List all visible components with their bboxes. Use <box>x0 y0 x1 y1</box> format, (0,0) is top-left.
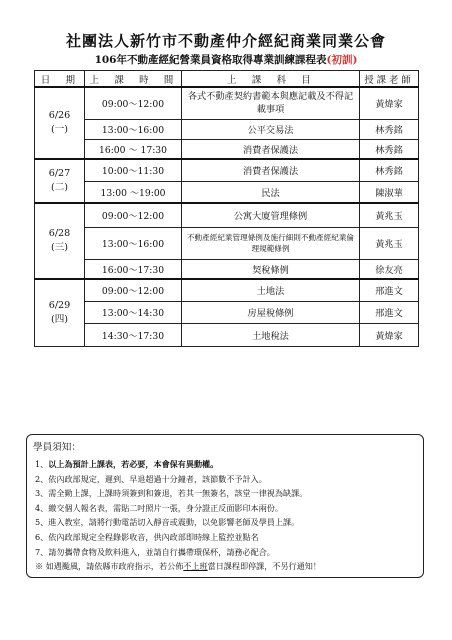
subtitle-tag: (初訓) <box>326 54 358 66</box>
weekday: (一) <box>50 124 69 135</box>
note-number: 1、 <box>35 459 49 469</box>
footnote-underlined: 不上班 <box>183 561 208 572</box>
teacher-cell: 黃兆玉 <box>360 203 419 227</box>
subject-cell: 不動產經紀業管理條例及施行細則不動產經紀業倫理規範條例 <box>182 227 360 259</box>
note-text: 依內政部規定，遲到、早退超過十分鐘者，該節數不予計入。 <box>48 473 267 484</box>
header-teacher: 授課老師 <box>360 71 419 88</box>
time-cell: 09:00～12:00 <box>85 279 182 301</box>
note-item <box>35 530 419 545</box>
weekday: (四) <box>50 313 69 325</box>
note-number: 6、 <box>35 531 49 542</box>
subject-cell: 民法 <box>182 181 360 203</box>
note-item <box>35 501 419 516</box>
table-row <box>35 323 419 346</box>
table-row <box>35 119 419 139</box>
date-cell <box>35 203 85 279</box>
subject-cell: 房屋稅條例 <box>182 301 360 323</box>
teacher-cell: 林秀銘 <box>360 159 419 181</box>
time-cell: 09:00～12:00 <box>85 87 182 119</box>
notes-list <box>35 457 419 574</box>
time-cell: 16:00 ～ 17:30 <box>85 139 182 159</box>
subject-cell: 契稅條例 <box>182 259 360 279</box>
table-row <box>35 279 419 301</box>
subject-cell: 公平交易法 <box>182 119 360 139</box>
note-text: 需全勤上課，上課時須簽到和簽退，若其一無簽名，該堂一律視為缺課。 <box>48 488 308 499</box>
teacher-cell: 邢進文 <box>360 301 419 323</box>
time-cell: 13:00～14:30 <box>85 301 182 323</box>
page-subtitle <box>0 52 452 67</box>
notes-box <box>26 434 424 578</box>
note-number: 4、 <box>35 502 49 513</box>
subject-cell: 土地稅法 <box>182 323 360 346</box>
time-cell: 10:00～11:30 <box>85 159 182 181</box>
table-row <box>35 139 419 159</box>
note-item <box>35 486 419 501</box>
table-row <box>35 227 419 259</box>
time-cell: 09:00～12:00 <box>85 203 182 227</box>
note-text: 依內政部規定全程錄影收音，供內政部即時線上監控並點名 <box>48 531 259 542</box>
note-number: 7、 <box>35 546 49 557</box>
note-item <box>35 472 419 487</box>
subject-cell: 土地法 <box>182 279 360 301</box>
weekday: (三) <box>50 242 69 253</box>
teacher-cell: 黃煒家 <box>360 323 419 346</box>
table-row <box>35 301 419 323</box>
schedule-table <box>34 70 419 347</box>
note-number: 2、 <box>35 473 49 484</box>
note-text: 進入教室，請將行動電話切入靜音或震動，以免影響老師及學員上課。 <box>48 517 300 528</box>
footnote-text-after: 當日課程即停課，不另行通知！ <box>207 561 321 572</box>
time-cell: 13:00～16:00 <box>85 119 182 139</box>
subtitle-main: 106年不動產經紀營業員資格取得專業訓練課程表 <box>94 54 327 66</box>
subject-cell: 公寓大廈管理條例 <box>182 203 360 227</box>
note-item <box>35 545 419 560</box>
teacher-cell: 林秀銘 <box>360 139 419 159</box>
teacher-cell: 黃兆玉 <box>360 227 419 259</box>
date: 6/28 <box>48 228 71 239</box>
header-time: 上 課 時 間 <box>85 71 182 88</box>
time-cell: 13:00 ～19:00 <box>85 181 182 203</box>
table-row <box>35 87 419 119</box>
date: 6/29 <box>48 299 71 311</box>
note-item <box>35 457 419 472</box>
table-header-row <box>35 71 419 88</box>
date: 6/27 <box>48 168 71 179</box>
footnote-text-before: 如遇颱風，請依縣市政府指示，若公佈 <box>45 561 184 572</box>
table-row <box>35 181 419 203</box>
header-subject: 上 課 科 目 <box>182 71 360 88</box>
footnote-mark: ※ <box>35 561 44 572</box>
header-date: 日 期 <box>35 71 85 88</box>
date: 6/26 <box>48 110 71 121</box>
time-cell: 13:00～16:00 <box>85 227 182 259</box>
page-title: 社團法人新竹市不動產仲介經紀商業同業公會 <box>65 32 386 50</box>
teacher-cell: 林秀銘 <box>360 119 419 139</box>
teacher-cell: 陳淑華 <box>360 181 419 203</box>
notes-heading: 學員須知： <box>33 442 81 453</box>
time-cell: 14:30～17:30 <box>85 323 182 346</box>
note-item <box>35 515 419 530</box>
note-number: 5、 <box>35 517 49 528</box>
note-text: 請勿攜帶食物及飲料進入，並請自行攜帶環保杯，請務必配合。 <box>48 546 275 557</box>
subject-cell: 消費者保護法 <box>182 139 360 159</box>
weekday: (二) <box>50 182 69 193</box>
note-footnote <box>35 559 419 574</box>
teacher-cell: 邢進文 <box>360 279 419 301</box>
date-cell <box>35 87 85 159</box>
note-text: 以上為預計上課表，若必要，本會保有異動權。 <box>48 459 219 469</box>
date-cell <box>35 159 85 203</box>
time-cell: 16:00～17:30 <box>85 259 182 279</box>
subject-cell: 消費者保護法 <box>182 159 360 181</box>
teacher-cell: 黃煒家 <box>360 87 419 119</box>
subject-cell: 各式不動產契約書範本與應記載及不得記載事項 <box>182 87 360 119</box>
table-row <box>35 203 419 227</box>
teacher-cell: 徐友亮 <box>360 259 419 279</box>
table-row <box>35 259 419 279</box>
note-number: 3、 <box>35 488 49 499</box>
table-row <box>35 159 419 181</box>
date-cell <box>35 279 85 346</box>
note-text: 繳交個人報名表，需貼二吋照片一張，身分證正反面影印本兩份。 <box>48 502 283 513</box>
